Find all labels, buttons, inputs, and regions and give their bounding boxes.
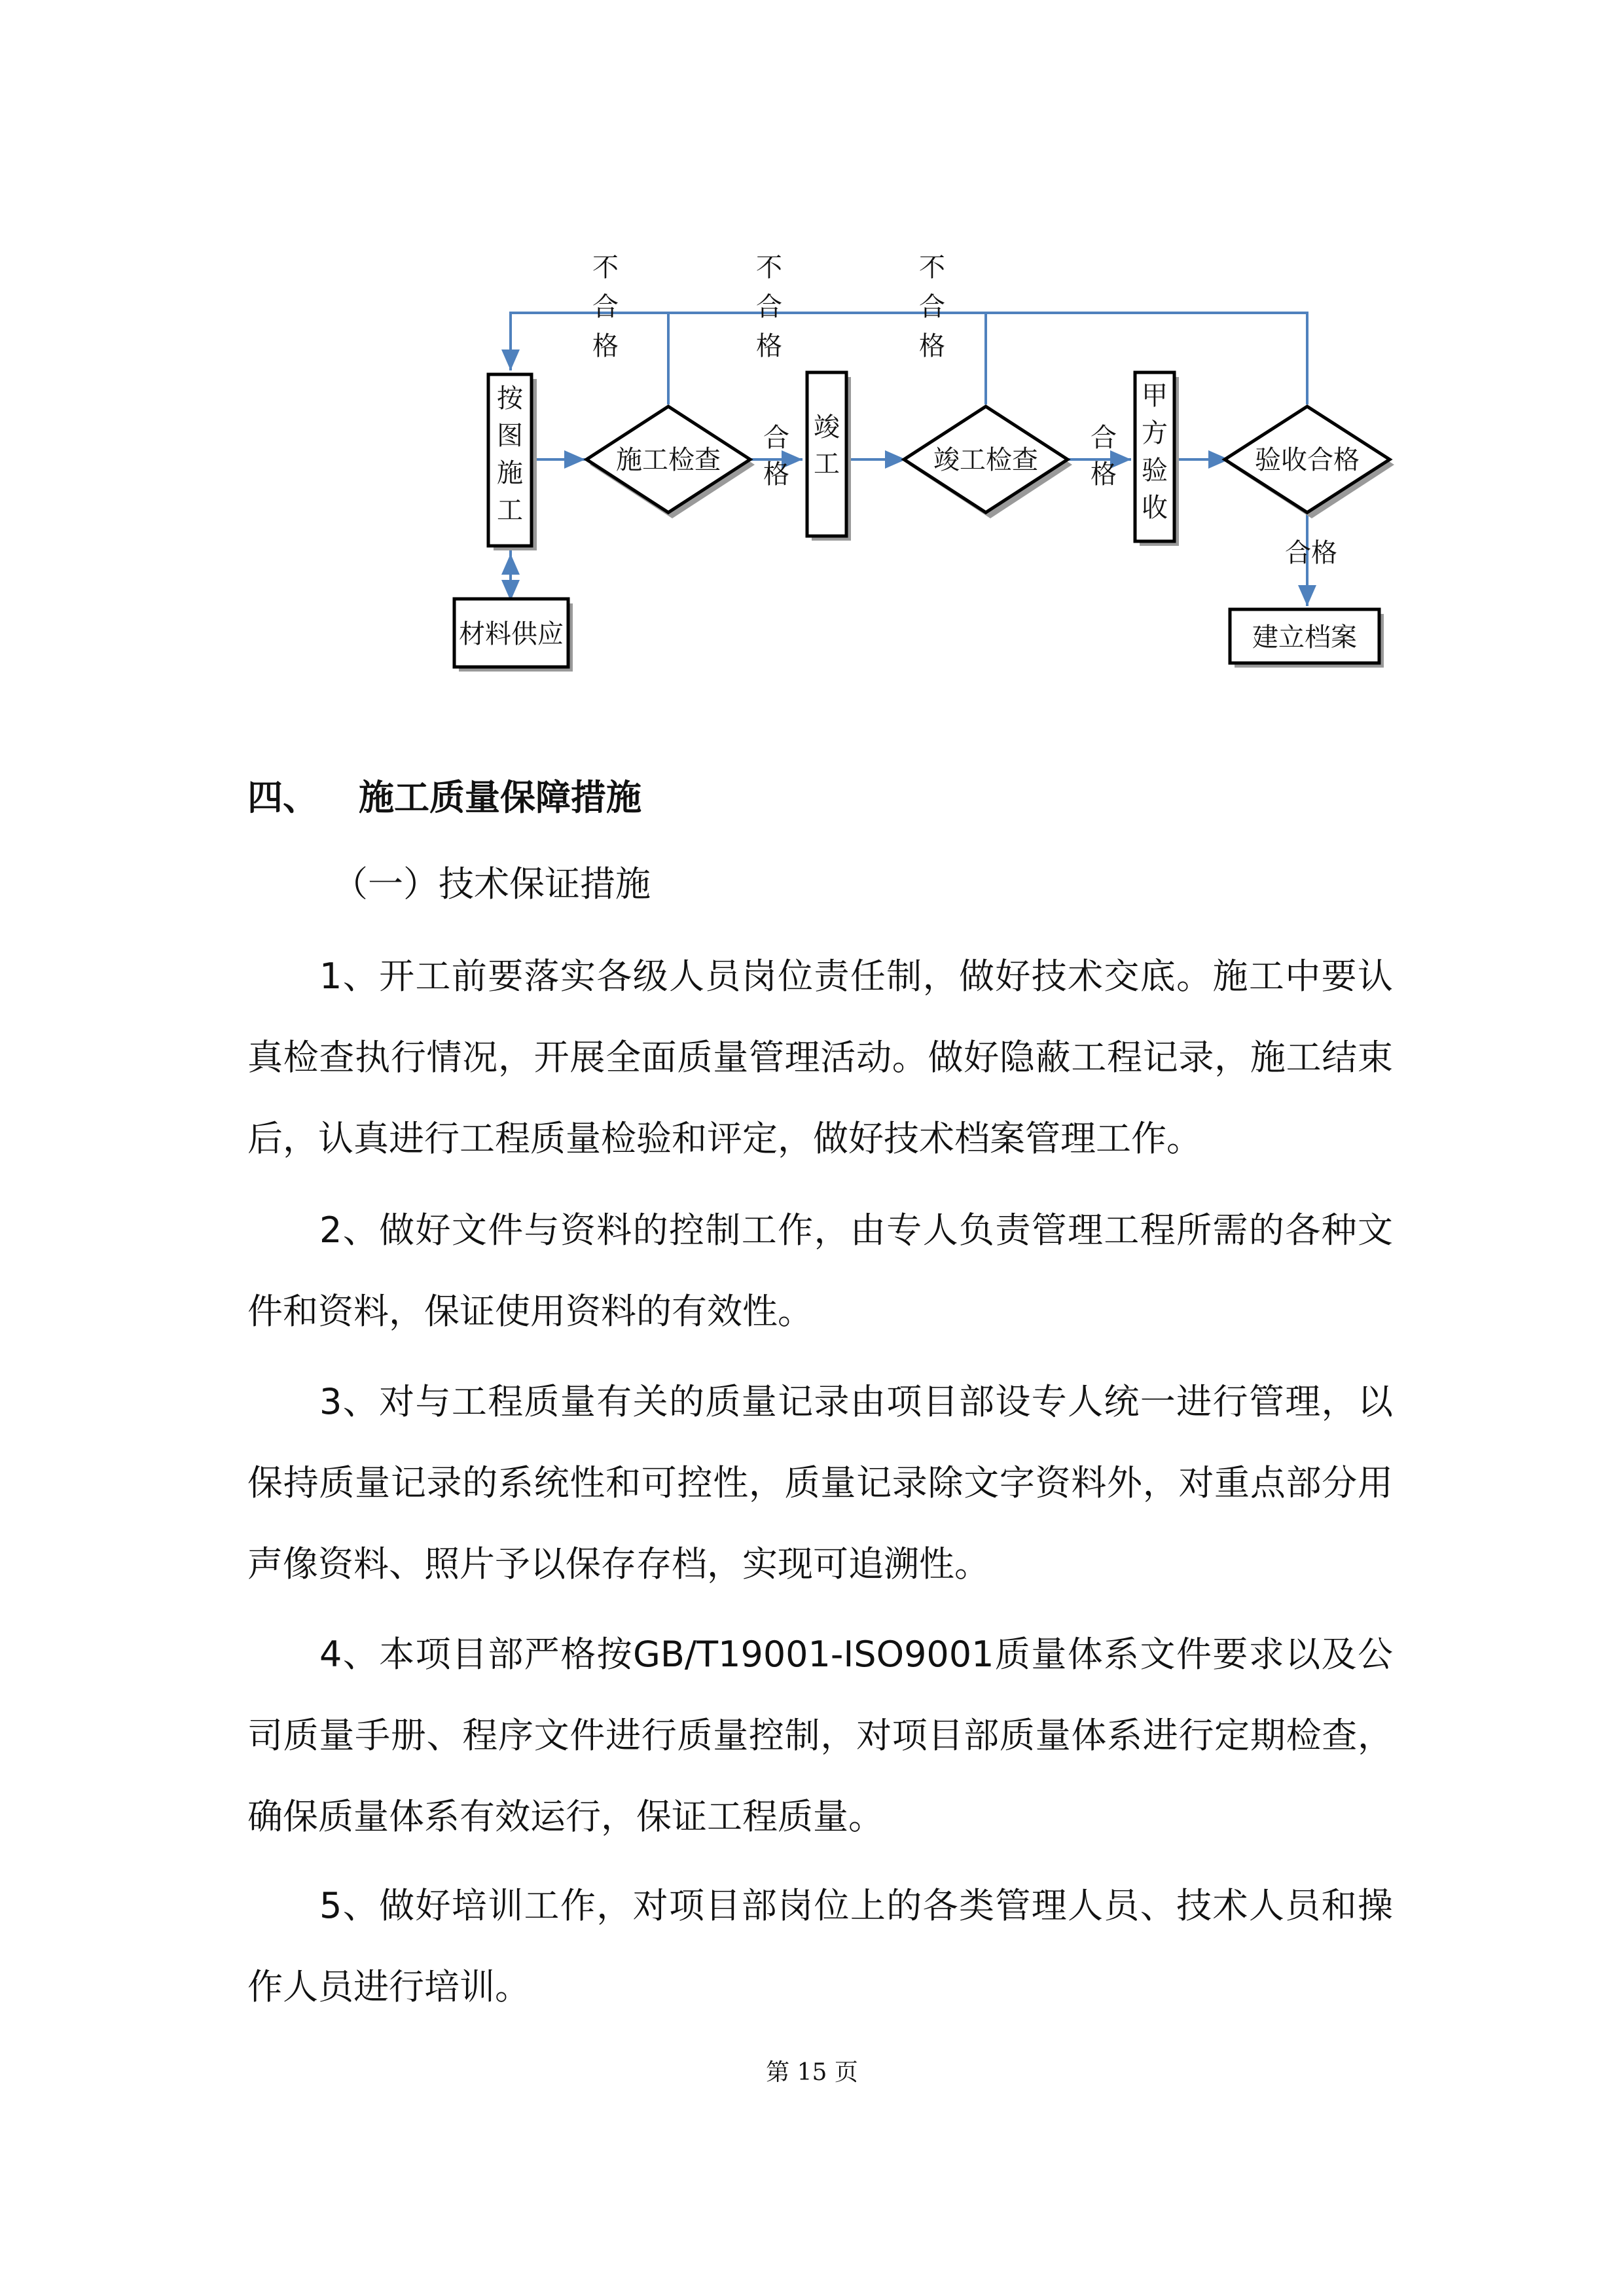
node-completion-check xyxy=(904,406,1072,518)
node-owner-char-3: 验 xyxy=(1142,456,1168,486)
node-establish-archive xyxy=(1230,609,1384,668)
page-number: 第 15 页 xyxy=(766,2059,858,2086)
node-supply-label: 材料供应 xyxy=(459,619,564,649)
section-title: 施工质量保障措施 xyxy=(359,777,641,818)
node-accept-label: 验收合格 xyxy=(1255,445,1360,475)
node-owner-acceptance xyxy=(1135,372,1179,546)
pass-label-1 xyxy=(763,423,789,490)
subsection-heading: （一）技术保证措施 xyxy=(333,863,651,905)
fail-label-1-char: 不 xyxy=(592,253,619,283)
fail-label-3-char: 格 xyxy=(919,331,945,361)
node-build-char-1: 按 xyxy=(497,384,523,414)
fail-label-2 xyxy=(756,253,782,361)
node-build-char-4: 工 xyxy=(497,495,523,526)
paragraph-5 xyxy=(247,1865,1393,2028)
paragraph-2 xyxy=(247,1190,1393,1352)
node-completion-char-1: 竣 xyxy=(814,412,840,442)
paragraph-3-text: 3、对与工程质量有关的质量记录由项目部设专人统一进行管理，以保持质量记录的系统性和可控性，质量记录除文字资料外，对重点部分用声像资料、照片予以保存存档，实现可追溯性。 xyxy=(247,1381,1393,1585)
paragraph-4 xyxy=(247,1614,1393,1857)
fail-label-3 xyxy=(919,253,945,361)
node-acceptance-passed xyxy=(1225,406,1394,518)
node-check-label: 施工检查 xyxy=(616,445,721,475)
node-completion-char-2: 工 xyxy=(814,449,840,479)
node-owner-char-2: 方 xyxy=(1142,418,1168,448)
paragraph-3 xyxy=(247,1361,1393,1605)
section-number: 四、 xyxy=(247,777,318,818)
section-heading xyxy=(247,770,641,820)
node-completion-check-label: 竣工检查 xyxy=(933,445,1038,475)
quality-flowchart xyxy=(419,236,1414,707)
fail-feedback-lines xyxy=(511,313,1307,404)
node-build-char-2: 图 xyxy=(497,421,523,451)
node-construction-check xyxy=(586,406,755,518)
fail-label-1-char: 合 xyxy=(592,292,619,322)
node-build-char-3: 施 xyxy=(497,458,523,488)
paragraph-2-text: 2、做好文件与资料的控制工作，由专人负责管理工程所需的各种文件和资料，保证使用资料的有效性。 xyxy=(247,1210,1393,1332)
paragraph-4-text: 4、本项目部严格按GB/T19001-ISO9001质量体系文件要求以及公司质量手册、程序文件进行质量控制，对项目部质量体系进行定期检查，确保质量体系有效运行，保证工程质量。 xyxy=(247,1634,1393,1837)
fail-label-2-char: 不 xyxy=(756,253,782,283)
node-archive-label: 建立档案 xyxy=(1252,622,1357,653)
pass-label-2 xyxy=(1091,423,1117,490)
node-owner-char-4: 收 xyxy=(1142,493,1168,523)
node-completion xyxy=(807,372,851,541)
fail-label-1-char: 格 xyxy=(592,331,619,361)
paragraph-5-text: 5、做好培训工作，对项目部岗位上的各类管理人员、技术人员和操作人员进行培训。 xyxy=(247,1885,1393,2007)
node-build-by-drawing xyxy=(488,374,537,550)
paragraph-1 xyxy=(247,936,1393,1179)
pass-label-2-char: 合 xyxy=(1091,423,1117,453)
fail-label-2-char: 格 xyxy=(756,331,782,361)
pass-label-2-char: 格 xyxy=(1091,459,1117,490)
pass-label-3: 合格 xyxy=(1285,538,1337,568)
pass-label-1-char: 合 xyxy=(763,423,789,453)
node-owner-char-1: 甲 xyxy=(1142,381,1168,411)
fail-label-2-char: 合 xyxy=(756,292,782,322)
fail-label-3-char: 不 xyxy=(919,253,945,283)
node-material-supply xyxy=(454,599,573,672)
pass-label-1-char: 格 xyxy=(763,459,789,490)
fail-label-3-char: 合 xyxy=(919,292,945,322)
paragraph-1-text: 1、开工前要落实各级人员岗位责任制，做好技术交底。施工中要认真检查执行情况，开展全面质量管理活动。做好隐蔽工程记录，施工结束后，认真进行工程质量检验和评定，做好技术档案管理工作。 xyxy=(247,956,1393,1159)
fail-label-1 xyxy=(592,253,619,361)
